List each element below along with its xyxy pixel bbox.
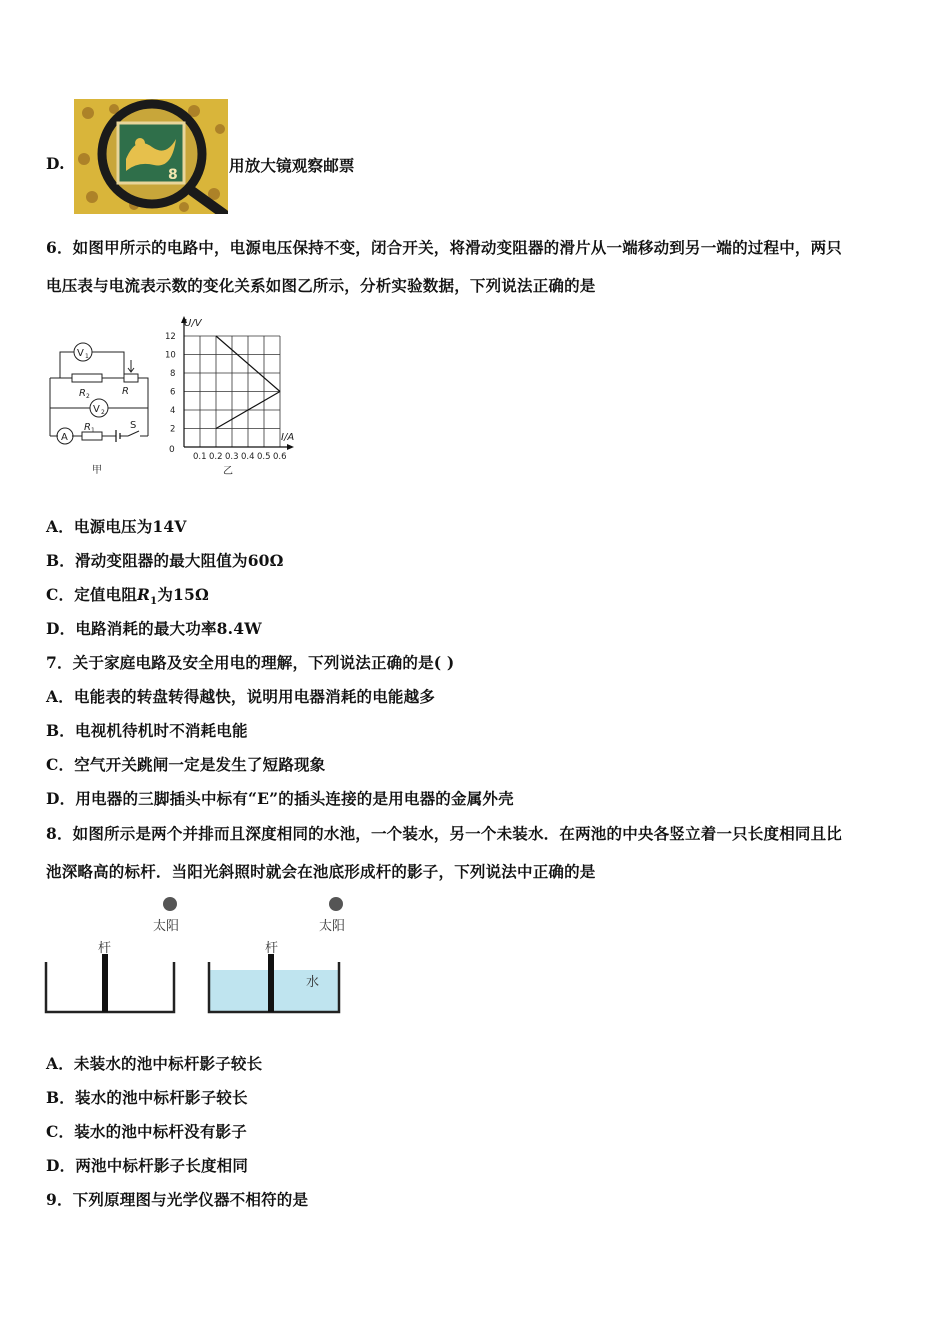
left-pool [46, 962, 174, 1012]
graph-grid [184, 336, 280, 447]
circuit-diagram [44, 330, 156, 480]
q7-option-b: B．电视机待机时不消耗电能 [46, 721, 248, 740]
left-pole-label: 杆 [98, 941, 112, 956]
y-tick-label: 6 [170, 387, 176, 398]
y-tick-label: 2 [170, 424, 176, 435]
q6-option-c-prefix: C．定值电阻 [46, 585, 138, 604]
r-letter: R [122, 386, 129, 397]
x-tick-label: 0.6 [273, 452, 287, 462]
q7-option-d: D．用电器的三脚插头中标有“E”的插头连接的是用电器的金属外壳 [46, 789, 514, 808]
option-d-label: D. [46, 154, 65, 173]
x-tick-label: 0.4 [241, 452, 255, 462]
q6-option-a: A．电源电压为14V [46, 517, 187, 536]
q8-option-a: A．未装水的池中标杆影子较长 [46, 1054, 263, 1073]
pool-diagram [40, 890, 360, 1020]
x-tick-label: 0.2 [209, 452, 223, 462]
q8-option-c: C．装水的池中标杆没有影子 [46, 1122, 247, 1141]
x-tick-label: 0.1 [193, 452, 207, 462]
sun-left-label: 太阳 [153, 919, 180, 934]
q7-stem: 7．关于家庭电路及安全用电的理解，下列说法正确的是( ) [46, 653, 455, 672]
x-tick-label: 0.3 [225, 452, 239, 462]
y-tick-label: 4 [170, 406, 176, 416]
sun-right-label: 太阳 [319, 919, 346, 934]
sun-right-icon [329, 897, 343, 911]
option-d-text: 用放大镜观察邮票 [229, 156, 355, 175]
v2-sub: 2 [101, 409, 105, 416]
origin-label: 0 [169, 445, 175, 455]
q6-option-c-suffix: 为15Ω [157, 585, 209, 604]
right-pole [268, 954, 274, 1012]
q7-option-a: A．电能表的转盘转得越快，说明用电器消耗的电能越多 [46, 687, 436, 706]
q6-option-c-sub: 1 [150, 596, 158, 608]
v1-sub: 1 [85, 353, 89, 360]
q8-option-d: D．两池中标杆影子长度相同 [46, 1156, 249, 1175]
r1-sub: 1 [91, 427, 95, 434]
x-axis-label: I/A [281, 432, 295, 443]
y-tick-label: 8 [170, 369, 176, 379]
q8-stem-line2: 池深略高的标杆．当阳光斜照时就会在池底形成杆的影子，下列说法中正确的是 [46, 862, 596, 881]
stamp-value: 8 [168, 167, 178, 183]
right-pole-label: 杆 [265, 941, 279, 956]
left-pole [102, 954, 108, 1012]
x-tick-label: 0.5 [257, 452, 271, 462]
graph-caption: 乙 [223, 466, 233, 477]
ui-graph [160, 312, 310, 482]
circuit-caption: 甲 [92, 465, 102, 476]
q6-stem-line2: 电压表与电流表示数的变化关系如图乙所示，分析实验数据，下列说法正确的是 [46, 276, 596, 295]
q8-stem-line1: 8．如图所示是两个并排而且深度相同的水池，一个装水，另一个未装水．在两池的中央各竖立着一只长度相同且比 [46, 824, 842, 843]
magnifier-stamp-image [74, 99, 228, 214]
r2-letter: R [79, 388, 86, 399]
graph-tick-labels [165, 332, 287, 462]
y-tick-label: 12 [165, 332, 176, 342]
q6-stem-line1: 6．如图甲所示的电路中，电源电压保持不变，闭合开关，将滑动变阻器的滑片从一端移动到另一端的过程中，两只 [46, 238, 842, 257]
v1-letter: V [77, 348, 84, 359]
x-axis-arrow [287, 444, 294, 450]
ammeter-letter: A [61, 432, 68, 443]
q8-option-b: B．装水的池中标杆影子较长 [46, 1088, 248, 1107]
water-label: 水 [306, 975, 320, 990]
r2-sub: 2 [86, 393, 90, 400]
q7-option-c: C．空气开关跳闸一定是发生了短路现象 [46, 755, 326, 774]
v2-letter: V [93, 404, 100, 415]
q9-stem: 9．下列原理图与光学仪器不相符的是 [46, 1190, 309, 1209]
q6-option-c [46, 583, 209, 607]
r1-letter: R [84, 422, 91, 433]
sun-left-icon [163, 897, 177, 911]
q6-option-d: D．电路消耗的最大功率8.4W [46, 619, 262, 638]
y-tick-label: 10 [165, 350, 176, 361]
q6-option-c-var: R [137, 585, 151, 604]
y-axis-label: U/V [184, 318, 202, 329]
q6-option-b: B．滑动变阻器的最大阻值为60Ω [46, 551, 284, 570]
switch-letter: S [130, 420, 137, 431]
